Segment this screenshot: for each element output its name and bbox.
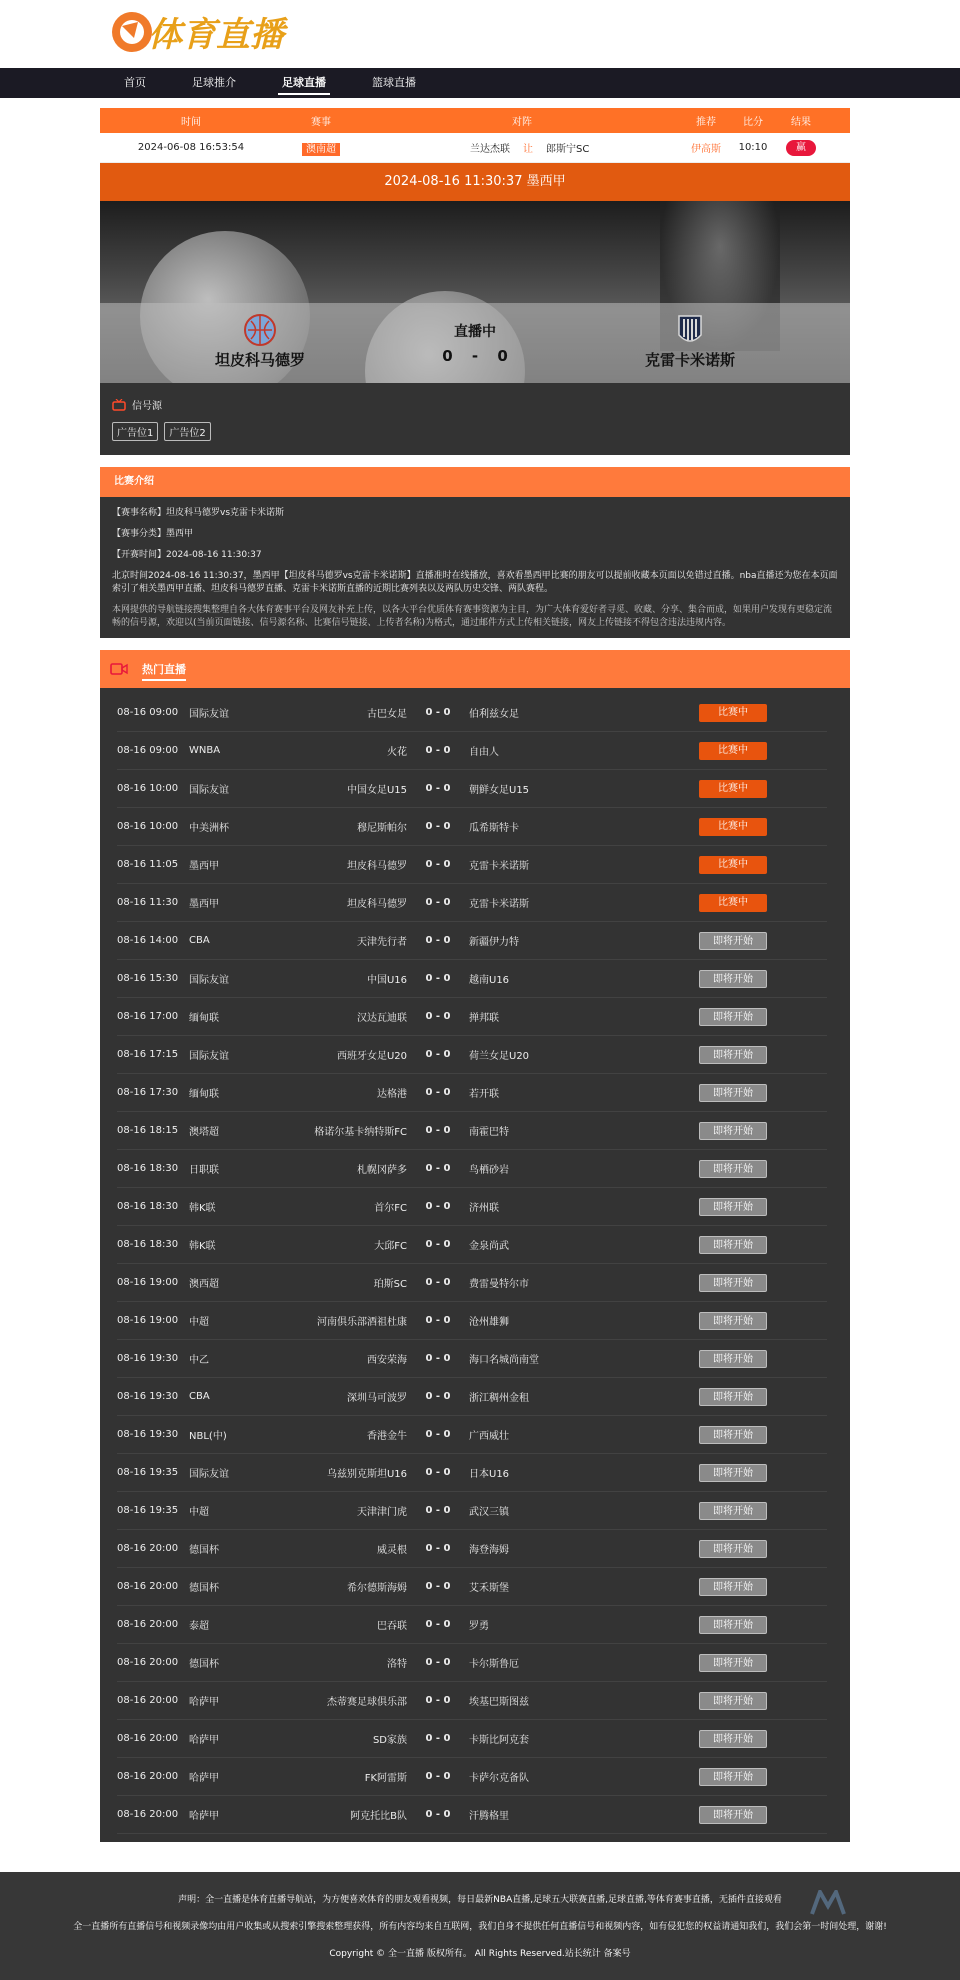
match-time: 08-16 18:15 xyxy=(117,1125,179,1136)
match-score: 0 - 0 xyxy=(425,1277,451,1288)
match-time: 08-16 11:30 xyxy=(117,897,179,908)
match-row[interactable] xyxy=(117,694,827,732)
match-away: 克雷卡米诺斯 xyxy=(469,899,529,910)
match-league: 德国杯 xyxy=(189,1583,219,1594)
intro-category-line: 【赛事分类】墨西甲 xyxy=(112,529,194,539)
match-time: 08-16 20:00 xyxy=(117,1809,179,1820)
current-tip: 伊高斯 xyxy=(691,144,721,155)
match-home: 西班牙女足U20 xyxy=(336,1051,407,1062)
match-time: 08-16 20:00 xyxy=(117,1695,179,1706)
match-row[interactable] xyxy=(117,1226,827,1264)
match-league: NBL(中) xyxy=(189,1431,227,1442)
match-row[interactable] xyxy=(117,960,827,998)
match-league: 国际友谊 xyxy=(189,975,229,986)
match-row[interactable] xyxy=(117,1074,827,1112)
upcoming-button[interactable]: 即将开始 xyxy=(699,1160,767,1178)
match-row[interactable] xyxy=(117,770,827,808)
match-league: 韩K联 xyxy=(189,1241,216,1252)
match-score: 0 - 0 xyxy=(425,1619,451,1630)
match-score: 0 - 0 xyxy=(425,1657,451,1668)
match-home: 达格港 xyxy=(377,1089,407,1100)
match-row[interactable] xyxy=(117,884,827,922)
upcoming-button[interactable]: 即将开始 xyxy=(699,1046,767,1064)
match-time: 08-16 20:00 xyxy=(117,1657,179,1668)
match-away: 南霍巴特 xyxy=(469,1127,509,1138)
match-home: 天津津门虎 xyxy=(357,1507,407,1518)
match-home: 格诺尔基卡纳特斯FC xyxy=(314,1127,407,1138)
match-league: CBA xyxy=(189,935,210,946)
upcoming-button[interactable]: 即将开始 xyxy=(699,1350,767,1368)
match-row[interactable] xyxy=(117,846,827,884)
match-home: 巴吞联 xyxy=(377,1621,407,1632)
match-score: 0 - 0 xyxy=(425,1505,451,1516)
match-league: WNBA xyxy=(189,745,221,756)
away-team-name: 克雷卡米诺斯 xyxy=(644,351,735,369)
match-league: 中美洲杯 xyxy=(189,823,229,834)
intro-section-title: 比赛介绍 xyxy=(100,467,850,497)
header-time: 时间 xyxy=(181,117,201,128)
match-home: 阿克托比B队 xyxy=(350,1811,407,1822)
match-row[interactable] xyxy=(117,1796,827,1834)
match-home: 首尔FC xyxy=(374,1203,407,1214)
match-time: 08-16 20:00 xyxy=(117,1619,179,1630)
current-away: 郎斯宁SC xyxy=(546,144,590,155)
site-header xyxy=(0,0,960,68)
match-score: 0 - 0 xyxy=(425,1163,451,1174)
upcoming-button[interactable]: 即将开始 xyxy=(699,1236,767,1254)
match-score: 0 - 0 xyxy=(425,1695,451,1706)
match-league: 澳塔超 xyxy=(189,1127,219,1138)
live-button[interactable]: 比赛中 xyxy=(699,780,767,798)
hot-live-title[interactable]: 热门直播 xyxy=(142,663,186,676)
match-score: 0 - 0 xyxy=(425,1353,451,1364)
live-button[interactable]: 比赛中 xyxy=(699,742,767,760)
match-away: 荷兰女足U20 xyxy=(469,1051,530,1062)
match-score: 0 - 0 xyxy=(425,973,451,984)
match-home: FK阿雷斯 xyxy=(364,1773,407,1784)
current-home: 兰达杰联 xyxy=(470,144,510,155)
upcoming-button[interactable]: 即将开始 xyxy=(699,1654,767,1672)
live-score: 0 - 0 xyxy=(442,347,508,365)
upcoming-button[interactable]: 即将开始 xyxy=(699,1578,767,1596)
upcoming-button[interactable]: 即将开始 xyxy=(699,1464,767,1482)
match-row[interactable] xyxy=(117,1264,827,1302)
signal-source-panel xyxy=(100,383,850,455)
match-away: 费雷曼特尔市 xyxy=(469,1279,529,1290)
match-row[interactable] xyxy=(117,1530,827,1568)
hot-live-header xyxy=(100,650,850,688)
logo-text: 体育直播 xyxy=(148,15,284,55)
match-away: 越南U16 xyxy=(469,975,510,986)
match-hero xyxy=(100,201,850,383)
match-time: 08-16 18:30 xyxy=(117,1201,179,1212)
match-time: 08-16 14:00 xyxy=(117,935,179,946)
match-row[interactable] xyxy=(117,1606,827,1644)
match-time: 08-16 09:00 xyxy=(117,707,179,718)
match-score: 0 - 0 xyxy=(425,1011,451,1022)
match-row[interactable] xyxy=(117,1682,827,1720)
live-center xyxy=(400,321,550,365)
match-league: 韩K联 xyxy=(189,1203,216,1214)
match-league: 哈萨甲 xyxy=(189,1773,219,1784)
match-away: 浙江稠州金租 xyxy=(469,1393,529,1404)
match-row[interactable] xyxy=(117,1150,827,1188)
match-home: 坦皮科马德罗 xyxy=(347,861,407,872)
match-league: 国际友谊 xyxy=(189,785,229,796)
match-score: 0 - 0 xyxy=(425,1809,451,1820)
match-home: 杰蒂赛足球俱乐部 xyxy=(327,1697,407,1708)
intro-section xyxy=(100,497,850,638)
match-time: 08-16 19:00 xyxy=(117,1315,179,1326)
match-home: 威灵根 xyxy=(377,1545,407,1556)
match-home: 深圳马可波罗 xyxy=(347,1393,407,1404)
match-away: 朝鲜女足U15 xyxy=(469,785,530,796)
match-league: 泰超 xyxy=(189,1621,209,1632)
match-away: 克雷卡米诺斯 xyxy=(469,861,529,872)
signal-title: 信号源 xyxy=(132,401,162,412)
match-home: 坦皮科马德罗 xyxy=(347,899,407,910)
match-league: CBA xyxy=(189,1391,210,1402)
match-away: 沧州雄狮 xyxy=(469,1317,509,1328)
match-row[interactable] xyxy=(117,1568,827,1606)
match-away: 伯利兹女足 xyxy=(469,709,519,720)
match-score: 0 - 0 xyxy=(425,783,451,794)
site-footer xyxy=(0,1872,960,1980)
match-league: 墨西甲 xyxy=(189,861,219,872)
match-away: 卡斯比阿克套 xyxy=(469,1735,529,1746)
match-home: 古巴女足 xyxy=(367,709,407,720)
match-away: 汗腾格里 xyxy=(469,1811,509,1822)
match-league: 中超 xyxy=(189,1317,209,1328)
match-score: 0 - 0 xyxy=(425,821,451,832)
match-time: 08-16 19:30 xyxy=(117,1429,179,1440)
match-home: 洛特 xyxy=(387,1659,407,1670)
match-time: 08-16 17:30 xyxy=(117,1087,179,1098)
upcoming-button[interactable]: 即将开始 xyxy=(699,970,767,988)
upcoming-button[interactable]: 即将开始 xyxy=(699,1730,767,1748)
match-row[interactable] xyxy=(117,1644,827,1682)
upcoming-button[interactable]: 即将开始 xyxy=(699,1768,767,1786)
match-home: 希尔德斯海姆 xyxy=(347,1583,407,1594)
header-tip: 推荐 xyxy=(696,117,716,128)
header-score: 比分 xyxy=(743,117,763,128)
live-button[interactable]: 比赛中 xyxy=(699,818,767,836)
match-score: 0 - 0 xyxy=(425,1467,451,1478)
upcoming-button[interactable]: 即将开始 xyxy=(699,1084,767,1102)
live-button[interactable]: 比赛中 xyxy=(699,856,767,874)
match-row[interactable] xyxy=(117,1378,827,1416)
match-time: 08-16 17:15 xyxy=(117,1049,179,1060)
match-away: 广西威壮 xyxy=(469,1431,509,1442)
match-time: 08-16 20:00 xyxy=(117,1733,179,1744)
match-time: 08-16 20:00 xyxy=(117,1543,179,1554)
match-league: 国际友谊 xyxy=(189,709,229,720)
match-home: 中国女足U15 xyxy=(346,785,407,796)
footer-statement: 声明：全一直播是体育直播导航站，为方便喜欢体育的朋友观看视频，每日最新NBA直播,足球五大联赛直播,足球直播,等体育赛事直播，无插件直接观看 xyxy=(178,1895,782,1905)
match-score: 0 - 0 xyxy=(425,1543,451,1554)
match-row[interactable] xyxy=(117,998,827,1036)
match-time: 08-16 20:00 xyxy=(117,1771,179,1782)
nav-item[interactable]: 足球推介 xyxy=(192,76,236,89)
upcoming-button[interactable]: 即将开始 xyxy=(699,1692,767,1710)
home-team-name: 坦皮科马德罗 xyxy=(214,351,305,369)
match-home: 火花 xyxy=(387,747,407,758)
match-home: 天津先行者 xyxy=(357,937,407,948)
match-time: 08-16 11:05 xyxy=(117,859,179,870)
upcoming-button[interactable]: 即将开始 xyxy=(699,1616,767,1634)
match-time: 08-16 18:30 xyxy=(117,1239,179,1250)
match-time: 08-16 19:35 xyxy=(117,1505,179,1516)
match-league: 哈萨甲 xyxy=(189,1811,219,1822)
upcoming-button[interactable]: 即将开始 xyxy=(699,1388,767,1406)
match-away: 海登海姆 xyxy=(469,1545,509,1556)
upcoming-button[interactable]: 即将开始 xyxy=(699,1502,767,1520)
upcoming-button[interactable]: 即将开始 xyxy=(699,1426,767,1444)
intro-disclaimer: 本网提供的导航链接搜集整理自各大体育赛事平台及网友补充上传，以各大平台优质体育赛事资源为主目，为广大体育爱好者寻觅、收藏、分享、集合而成，如果用户发现有更稳定流畅的信号源，欢迎以(当前页面链接、信号源名称、比赛信号链接、上传者名称)为格式，通过邮件方式上传相关链接，网友上传链接不得包含违法违规内容。 xyxy=(112,605,833,628)
match-score: 0 - 0 xyxy=(425,1049,451,1060)
match-time: 08-16 19:35 xyxy=(117,1467,179,1478)
match-score: 0 - 0 xyxy=(425,859,451,870)
match-score: 0 - 0 xyxy=(425,1429,451,1440)
match-row[interactable] xyxy=(117,1720,827,1758)
current-match-row[interactable] xyxy=(100,133,850,163)
match-row[interactable] xyxy=(117,808,827,846)
match-home: 西安荣海 xyxy=(367,1355,407,1366)
match-time: 08-16 18:30 xyxy=(117,1163,179,1174)
match-score: 0 - 0 xyxy=(425,1733,451,1744)
away-team-logo xyxy=(673,313,707,347)
match-time: 08-16 10:00 xyxy=(117,783,179,794)
match-time: 08-16 17:00 xyxy=(117,1011,179,1022)
match-league: 缅甸联 xyxy=(189,1089,219,1100)
upcoming-button[interactable]: 即将开始 xyxy=(699,1008,767,1026)
match-league: 澳西超 xyxy=(189,1279,219,1290)
match-away: 若开联 xyxy=(469,1089,499,1100)
header-result: 结果 xyxy=(791,117,811,128)
match-home: SD家族 xyxy=(372,1735,407,1746)
home-team[interactable] xyxy=(140,313,380,370)
table-header xyxy=(100,108,850,133)
match-away: 金泉尚武 xyxy=(469,1241,509,1252)
match-away: 艾禾斯堡 xyxy=(469,1583,509,1594)
match-row[interactable] xyxy=(117,1416,827,1454)
match-away: 卡尔斯鲁厄 xyxy=(469,1659,519,1670)
tv-icon xyxy=(112,399,126,411)
current-time: 2024-06-08 16:53:54 xyxy=(137,142,245,153)
upcoming-button[interactable]: 即将开始 xyxy=(699,1198,767,1216)
match-home: 珀斯SC xyxy=(373,1279,407,1290)
match-away: 卡萨尔克备队 xyxy=(469,1773,529,1784)
current-league-tag[interactable]: 澳南超 xyxy=(302,143,340,156)
match-score: 0 - 0 xyxy=(425,935,451,946)
ad-slot-button[interactable]: 广告位1 xyxy=(112,422,158,441)
footer-copyright[interactable]: Copyright © 全一直播 版权所有。 All Rights Reserved.站长统计 备案号 xyxy=(329,1949,631,1959)
match-league: 德国杯 xyxy=(189,1545,219,1556)
match-row[interactable] xyxy=(117,922,827,960)
match-away: 济州联 xyxy=(469,1203,499,1214)
match-league: 国际友谊 xyxy=(189,1051,229,1062)
main-nav xyxy=(0,68,960,98)
watermark-icon xyxy=(810,1890,890,1916)
footer-disclaimer: 全一直播所有直播信号和视频录像均由用户收集或从搜索引擎搜索整理获得，所有内容均来自互联网，我们自身不提供任何直播信号和视频内容，如有侵犯您的权益请通知我们，我们会第一时间处理，谢谢! xyxy=(73,1922,887,1932)
match-row[interactable] xyxy=(117,1492,827,1530)
match-home: 乌兹别克斯坦U16 xyxy=(326,1469,407,1480)
match-score: 0 - 0 xyxy=(425,1315,451,1326)
match-score: 0 - 0 xyxy=(425,745,451,756)
match-score: 0 - 0 xyxy=(425,1239,451,1250)
live-button[interactable]: 比赛中 xyxy=(699,894,767,912)
match-score: 0 - 0 xyxy=(425,1391,451,1402)
intro-time-line: 【开赛时间】2024-08-16 11:30:37 xyxy=(112,550,262,560)
match-league: 哈萨甲 xyxy=(189,1697,219,1708)
match-away: 罗勇 xyxy=(469,1621,489,1632)
live-status: 直播中 xyxy=(454,324,496,340)
ad-slot-button[interactable]: 广告位2 xyxy=(164,422,210,441)
nav-item[interactable]: 足球直播 xyxy=(282,68,326,98)
match-row[interactable] xyxy=(117,732,827,770)
upcoming-button[interactable]: 即将开始 xyxy=(699,1274,767,1292)
intro-paragraph: 北京时间2024-08-16 11:30:37，墨西甲【坦皮科马德罗vs克雷卡米诺斯】直播准时在线播放，喜欢看墨西甲比赛的朋友可以提前收藏本页面以免错过直播。nba直播还为您在本页面索引了相关墨西甲直播、坦皮科马德罗直播、克雷卡米诺斯直播的近期比赛列表以及两队历史交锋、两队赛程。 xyxy=(112,571,838,594)
match-league: 国际友谊 xyxy=(189,1469,229,1480)
match-league: 中超 xyxy=(189,1507,209,1518)
match-home: 穆尼斯帕尔 xyxy=(357,823,407,834)
match-away: 武汉三镇 xyxy=(469,1507,509,1518)
match-row[interactable] xyxy=(117,1340,827,1378)
current-match-table xyxy=(100,108,850,163)
match-time: 08-16 09:00 xyxy=(117,745,179,756)
current-result-badge: 赢 xyxy=(786,140,816,156)
match-away: 新疆伊力特 xyxy=(469,937,519,948)
match-home: 汉达瓦迪联 xyxy=(357,1013,407,1024)
site-logo[interactable] xyxy=(108,4,298,62)
match-home: 大邱FC xyxy=(374,1241,407,1252)
match-score: 0 - 0 xyxy=(425,707,451,718)
upcoming-button[interactable]: 即将开始 xyxy=(699,1312,767,1330)
upcoming-button[interactable]: 即将开始 xyxy=(699,932,767,950)
upcoming-button[interactable]: 即将开始 xyxy=(699,1122,767,1140)
match-score: 0 - 0 xyxy=(425,1125,451,1136)
match-row[interactable] xyxy=(117,1036,827,1074)
match-time: 08-16 20:00 xyxy=(117,1581,179,1592)
intro-name-line: 【赛事名称】坦皮科马德罗vs克雷卡米诺斯 xyxy=(112,508,285,518)
match-away: 埃基巴斯图兹 xyxy=(469,1697,529,1708)
upcoming-button[interactable]: 即将开始 xyxy=(699,1540,767,1558)
match-home: 香港金牛 xyxy=(367,1431,407,1442)
match-league: 日职联 xyxy=(189,1165,219,1176)
match-time: 08-16 19:00 xyxy=(117,1277,179,1288)
away-team[interactable] xyxy=(570,313,810,370)
match-league: 德国杯 xyxy=(189,1659,219,1670)
match-time: 08-16 10:00 xyxy=(117,821,179,832)
match-away: 日本U16 xyxy=(469,1469,510,1480)
match-away: 自由人 xyxy=(469,747,499,758)
current-score: 10:10 xyxy=(738,142,768,153)
match-away: 鸟栖砂岩 xyxy=(469,1165,509,1176)
match-away: 掸邦联 xyxy=(469,1013,499,1024)
match-home: 札幌冈萨多 xyxy=(357,1165,407,1176)
nav-item[interactable]: 篮球直播 xyxy=(372,76,416,89)
video-camera-icon xyxy=(110,663,128,675)
hot-match-list xyxy=(100,688,850,1842)
match-row[interactable] xyxy=(117,1112,827,1150)
match-home: 中国U16 xyxy=(366,975,407,986)
nav-item[interactable]: 首页 xyxy=(124,76,146,89)
live-button[interactable]: 比赛中 xyxy=(699,704,767,722)
match-away: 瓜希斯特卡 xyxy=(469,823,519,834)
match-score: 0 - 0 xyxy=(425,1771,451,1782)
match-score: 0 - 0 xyxy=(425,1581,451,1592)
match-row[interactable] xyxy=(117,1188,827,1226)
match-time: 08-16 15:30 xyxy=(117,973,179,984)
current-rang: 让 xyxy=(523,144,533,155)
match-time: 08-16 19:30 xyxy=(117,1353,179,1364)
match-row[interactable] xyxy=(117,1454,827,1492)
match-league: 哈萨甲 xyxy=(189,1735,219,1746)
match-time: 08-16 19:30 xyxy=(117,1391,179,1402)
match-row[interactable] xyxy=(117,1758,827,1796)
header-vs: 对阵 xyxy=(512,117,532,128)
home-team-logo xyxy=(243,313,277,347)
match-league: 墨西甲 xyxy=(189,899,219,910)
upcoming-button[interactable]: 即将开始 xyxy=(699,1806,767,1824)
match-row[interactable] xyxy=(117,1302,827,1340)
match-home: 河南俱乐部酒祖杜康 xyxy=(317,1317,407,1328)
header-league: 赛事 xyxy=(311,117,331,128)
match-score: 0 - 0 xyxy=(425,1201,451,1212)
match-score: 0 - 0 xyxy=(425,1087,451,1098)
match-league: 中乙 xyxy=(189,1355,209,1366)
match-score: 0 - 0 xyxy=(425,897,451,908)
match-datetime-bar: 2024-08-16 11:30:37 墨西甲 xyxy=(100,163,850,201)
match-away: 海口名城尚南堂 xyxy=(469,1355,539,1366)
match-league: 缅甸联 xyxy=(189,1013,219,1024)
